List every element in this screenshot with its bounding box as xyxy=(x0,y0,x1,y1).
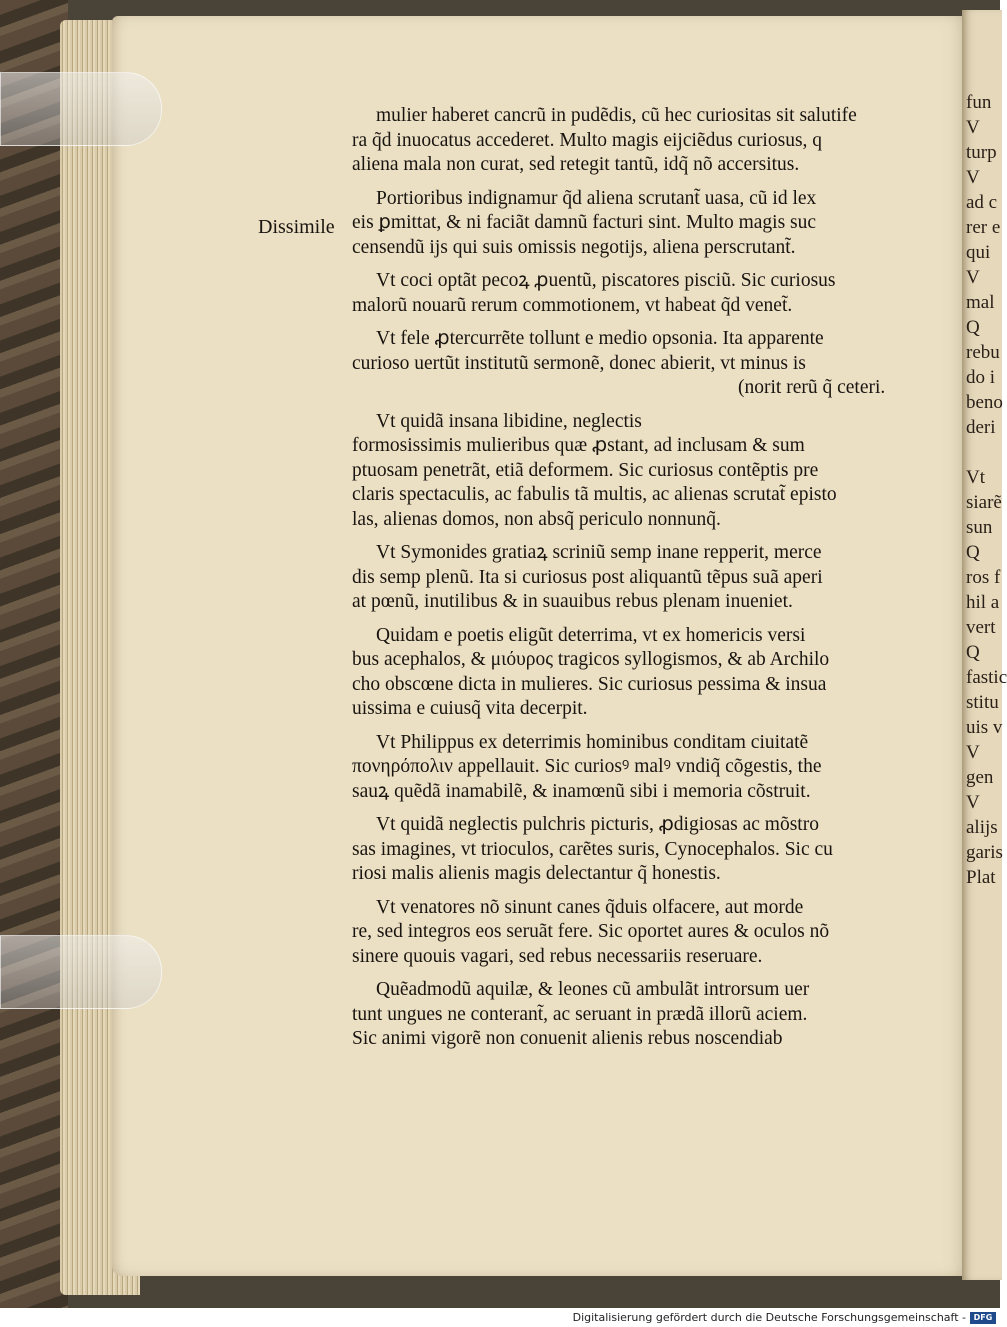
right-page-fragment: turp xyxy=(966,142,997,163)
text-line: πονηρόπολιν appellauit. Sic curiosꝰ malꝰ vndiq̃ cõgestis, the xyxy=(352,756,822,777)
marginal-note: Dissimile xyxy=(258,216,335,238)
paragraph xyxy=(352,187,940,261)
text-line: sauꝝ quẽdã inamabilẽ, & inamœnũ sibi i memoria cõstruit. xyxy=(352,780,811,802)
text-line: ptuosam penetrãt, etiã deformem. Sic curiosus contẽptis pre xyxy=(352,459,819,481)
text-line: aliena mala non curat, sed retegit tantũ, idq̃ nõ accersitus. xyxy=(352,154,800,175)
right-page-fragment: fun xyxy=(966,92,992,113)
right-page-fragment: alijs xyxy=(966,817,998,838)
right-page-fragment: V xyxy=(966,117,980,138)
right-page-fragment xyxy=(966,440,1000,465)
dfg-logo-icon: DFG xyxy=(970,1312,996,1324)
text-line: Sic animi vigorẽ non conuenit alienis rebus noscendiab xyxy=(352,1028,783,1049)
right-page-fragment: sun xyxy=(966,517,993,538)
text-line: cho obscœne dicta in mulieres. Sic curiosus pessima & insua xyxy=(352,673,827,695)
right-page-fragment: Q xyxy=(966,317,980,338)
text-line: re, sed integros eos seruãt fere. Sic oportet aures & oculos nõ xyxy=(352,921,830,942)
text-line: Vt fele ꝓtercurrẽte tollunt e medio opsonia. Ita apparente xyxy=(376,328,824,349)
text-line: Vt quidã insana libidine, neglectis xyxy=(376,410,642,432)
text-line: Vt Philippus ex deterrimis hominibus conditam ciuitatẽ xyxy=(376,731,809,753)
text-line: malorũ nouarũ rerum commotionem, vt habeat q̃d venet̃. xyxy=(352,294,793,316)
paragraph xyxy=(352,327,940,401)
paragraph xyxy=(352,541,940,615)
paragraph xyxy=(352,978,940,1052)
right-page-fragment: V xyxy=(966,267,980,288)
paragraph xyxy=(352,731,940,805)
text-line: sinere quouis vagari, sed rebus necessariis reseruare. xyxy=(352,945,763,967)
text-line: sas imagines, vt trioculos, carẽtes suris, Cynocephalos. Sic cu xyxy=(352,838,833,860)
text-line: claris spectaculis, ac fabulis tã multis, ac alienas scrutat̃ episto xyxy=(352,484,837,505)
footer-bar xyxy=(0,1309,1000,1327)
right-page-fragment: gen xyxy=(966,767,994,788)
text-line: Vt venatores nõ sinunt canes q̃duis olfacere, aut morde xyxy=(376,896,804,918)
text-line: censendũ ijs qui suis omissis negotijs, aliena perscrutant̃. xyxy=(352,236,796,258)
text-line: Portioribus indignamur q̃d aliena scrutant̃ uasa, cũ id lex xyxy=(376,187,817,209)
right-page-fragment: rebu xyxy=(966,342,1000,363)
right-page-fragment: siarẽ xyxy=(966,492,1002,513)
page-clip-bottom xyxy=(0,935,162,1009)
right-page-fragment: garis xyxy=(966,842,1003,863)
text-line: Vt quidã neglectis pulchris picturis, ꝓdigiosas ac mõstro xyxy=(376,814,819,835)
right-page-fragment: ad c xyxy=(966,192,998,213)
paragraph xyxy=(352,813,940,887)
text-line: Vt Symonides gratiaꝝ scriniũ semp inane repperit, merce xyxy=(376,542,822,563)
right-page-fragment: V xyxy=(966,792,980,813)
page-text xyxy=(352,104,940,1061)
text-line: at pœnũ, inutilibus & in suauibus rebus plenam inueniet. xyxy=(352,591,793,612)
right-page-fragment: vert xyxy=(966,617,996,638)
text-line: bus acephalos, & μιόυρος tragicos syllogismos, & ab Archilo xyxy=(352,649,830,670)
right-page-fragment: mal xyxy=(966,292,995,313)
text-line: uissima e cuiusq̃ vita decerpit. xyxy=(352,698,588,719)
right-page-fragment: ros f xyxy=(966,567,1001,588)
right-page-fragment: stitu xyxy=(966,692,999,713)
text-line: ra q̃d inuocatus accederet. Multo magis eijciẽdus curiosus, q xyxy=(352,129,823,151)
text-line: Quidam e poetis eligũt deterrima, vt ex homericis versi xyxy=(376,624,806,646)
paragraph xyxy=(352,269,940,318)
text-line: riosi malis alienis magis delectantur q̃ honestis. xyxy=(352,863,721,884)
paragraph xyxy=(352,896,940,970)
text-line: dis semp plenũ. Ita si curiosus post aliquantũ tẽpus suã aperi xyxy=(352,566,823,588)
text-line: formosissimis mulieribus quæ ꝓstant, ad inclusam & sum xyxy=(352,435,805,456)
right-page-fragment: Plat xyxy=(966,867,996,888)
paragraph xyxy=(352,624,940,722)
right-page-fragment: V xyxy=(966,167,980,188)
text-line: Vt coci optãt pecoꝝ ꝓuentũ, piscatores pisciũ. Sic curiosus xyxy=(376,270,836,291)
text-line: eis ꝑmittat, & ni faciãt damnũ facturi sint. Multo magis suc xyxy=(352,212,817,233)
right-page-fragment: rer e xyxy=(966,217,1001,238)
text-line: las, alienas domos, non absq̃ periculo nonnunq̃. xyxy=(352,508,721,530)
right-page-fragment: deri xyxy=(966,417,996,438)
right-page-fragment: qui xyxy=(966,242,991,263)
page-clip-top xyxy=(0,72,162,146)
right-page-fragment: Q xyxy=(966,542,980,563)
right-page-fragment: hil a xyxy=(966,592,1000,613)
text-line: Quẽadmodũ aquilæ, & leones cũ ambulãt introrsum uer xyxy=(376,979,810,1000)
right-page-fragment: Q xyxy=(966,642,980,663)
right-page-fragment: do i xyxy=(966,367,996,388)
text-line: mulier haberet cancrũ in pudẽdis, cũ hec curiositas sit salutife xyxy=(376,105,857,126)
right-page-fragment: uis v xyxy=(966,717,1003,738)
text-line: tunt ungues ne conterant̃, ac seruant in prædã illorũ aciem. xyxy=(352,1003,808,1025)
text-line: curioso uertũt institutũ sermonẽ, donec abierit, vt minus is xyxy=(352,352,806,374)
right-page-fragment: Vt xyxy=(966,467,985,488)
right-page-fragment: V xyxy=(966,742,980,763)
right-page-text-fragments xyxy=(966,90,1007,890)
paragraph xyxy=(352,104,940,178)
footer-credit: Digitalisierung gefördert durch die Deutsche Forschungsgemeinschaft - xyxy=(572,1311,966,1324)
text-line: (norit rerũ q̃ ceteri. xyxy=(738,377,886,398)
book-binding xyxy=(0,0,68,1308)
right-page-fragment: fastic xyxy=(966,667,1007,688)
paragraph xyxy=(352,410,940,533)
right-page-fragment: beno xyxy=(966,392,1003,413)
